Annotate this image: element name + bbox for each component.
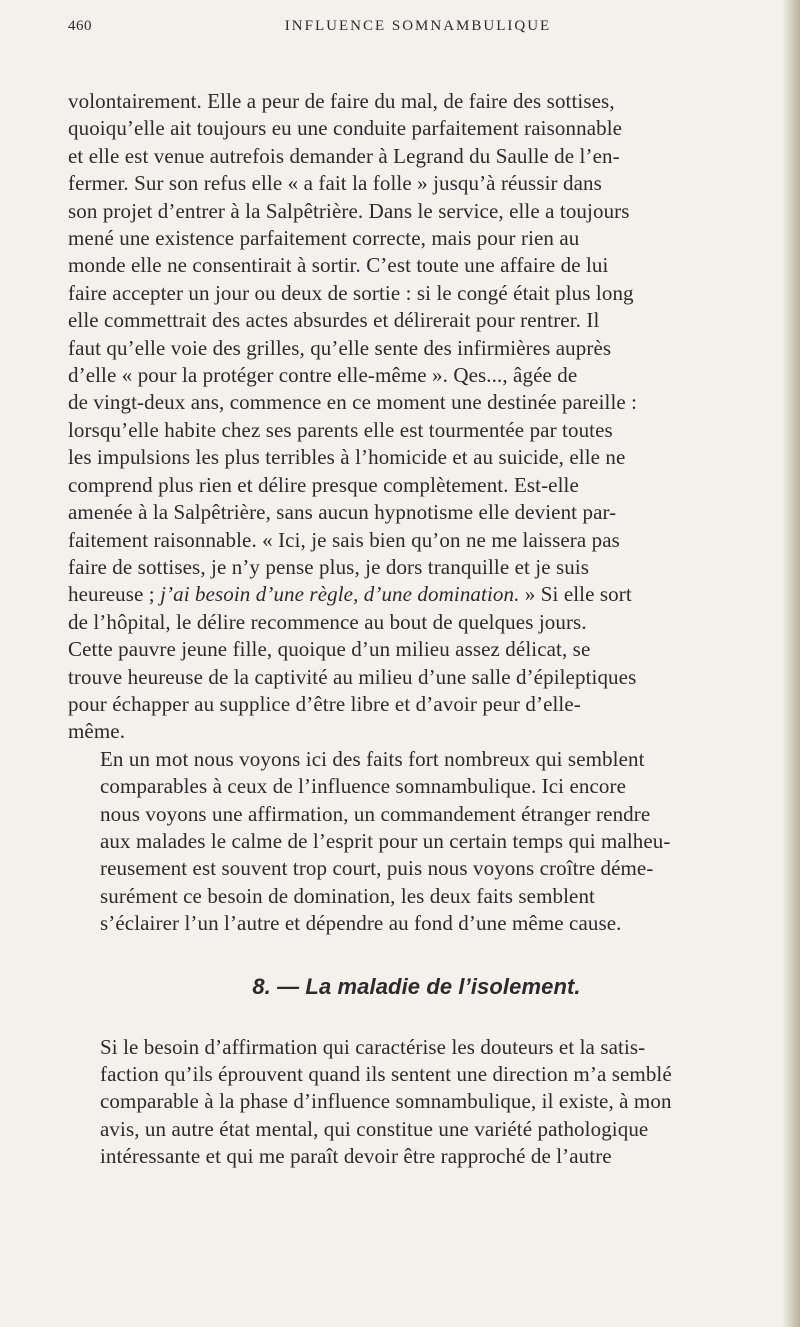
italic-quote: j’ai besoin d’une règle, d’une domination. [160, 582, 520, 607]
text-line: lorsqu’elle habite chez ses parents elle est tourmentée par toutes [68, 417, 613, 442]
text-line: mené une existence parfaitement correcte, mais pour rien au [68, 226, 580, 251]
text-line: son projet d’entrer à la Salpêtrière. Dans le service, elle a toujours [68, 198, 630, 223]
text-line: et elle est venue autrefois demander à Legrand du Saulle de l’en- [68, 143, 620, 168]
text-line: aux malades le calme de l’esprit pour un certain temps qui malheu- [100, 828, 671, 853]
text-line: s’éclairer l’un l’autre et dépendre au fond d’une même cause. [100, 911, 622, 936]
running-title: INFLUENCE SOMNAMBULIQUE [284, 18, 552, 34]
paragraph-2 [68, 746, 765, 938]
text-line: faire de sottises, je n’y pense plus, je dors tranquille et je suis [68, 554, 590, 579]
text-line: elle commettrait des actes absurdes et délirerait pour rentrer. Il [68, 308, 600, 333]
text-line: fermer. Sur son refus elle « a fait la folle » jusqu’à réussir dans [68, 171, 602, 196]
text-line: trouve heureuse de la captivité au milieu d’une salle d’épileptiques [68, 664, 637, 689]
text-line: En un mot nous voyons ici des faits fort nombreux qui semblent [100, 746, 645, 771]
text-line: avis, un autre état mental, qui constitue une variété pathologique [100, 1116, 649, 1141]
text-line: pour échapper au supplice d’être libre et d’avoir peur d’elle- [68, 691, 581, 716]
text-line-with-italic [68, 581, 765, 608]
paragraph-1 [68, 88, 765, 746]
section-heading: 8. — La maladie de l’isolement. [252, 973, 581, 999]
text-line: comprend plus rien et délire presque complètement. Est-elle [68, 472, 579, 497]
text-line: intéressante et qui me paraît devoir être rapproché de l’autre [100, 1144, 612, 1169]
text-line: surément ce besoin de domination, les deux faits semblent [100, 883, 595, 908]
text-line: de l’hôpital, le délire recommence au bout de quelques jours. [68, 609, 587, 634]
text-line: faire accepter un jour ou deux de sortie : si le congé était plus long [68, 280, 634, 305]
page-number: 460 [68, 18, 92, 34]
text-line: reusement est souvent trop court, puis nous voyons croître déme- [100, 856, 654, 881]
page-edge-shadow [782, 0, 800, 1327]
text-line: Cette pauvre jeune fille, quoique d’un milieu assez délicat, se [68, 637, 591, 662]
text-segment: heureuse ; [68, 582, 161, 607]
text-line: volontairement. Elle a peur de faire du mal, de faire des sottises, [68, 89, 615, 113]
text-line: comparables à ceux de l’influence somnambulique. Ici encore [100, 774, 627, 799]
text-line: d’elle « pour la protéger contre elle-même ». Qes..., âgée de [68, 363, 578, 388]
text-line: Si le besoin d’affirmation qui caractérise les douteurs et la satis- [100, 1034, 646, 1059]
text-line: même. [68, 719, 126, 744]
text-line: comparable à la phase d’influence somnambulique, il existe, à mon [100, 1089, 672, 1114]
text-line: quoiqu’elle ait toujours eu une conduite parfaitement raisonnable [68, 116, 623, 141]
paragraph-3 [68, 1034, 765, 1171]
text-line: faction qu’ils éprouvent quand ils sentent une direction m’a semblé [100, 1062, 672, 1086]
text-line: de vingt-deux ans, commence en ce moment une destinée pareille : [68, 390, 638, 415]
text-line: les impulsions les plus terribles à l’homicide et au suicide, elle ne [68, 445, 626, 470]
text-line: nous voyons une affirmation, un commandement étranger rendre [100, 801, 651, 826]
text-line: monde elle ne consentirait à sortir. C’est toute une affaire de lui [68, 253, 609, 278]
text-line: faitement raisonnable. « Ici, je sais bien qu’on ne me laissera pas [68, 527, 620, 552]
text-line: amenée à la Salpêtrière, sans aucun hypnotisme elle devient par- [68, 500, 617, 525]
page-header [68, 16, 768, 42]
page-body [68, 88, 765, 1171]
text-line: faut qu’elle voie des grilles, qu’elle sente des infirmières auprès [68, 335, 612, 360]
text-segment: » Si elle sort [519, 582, 632, 607]
